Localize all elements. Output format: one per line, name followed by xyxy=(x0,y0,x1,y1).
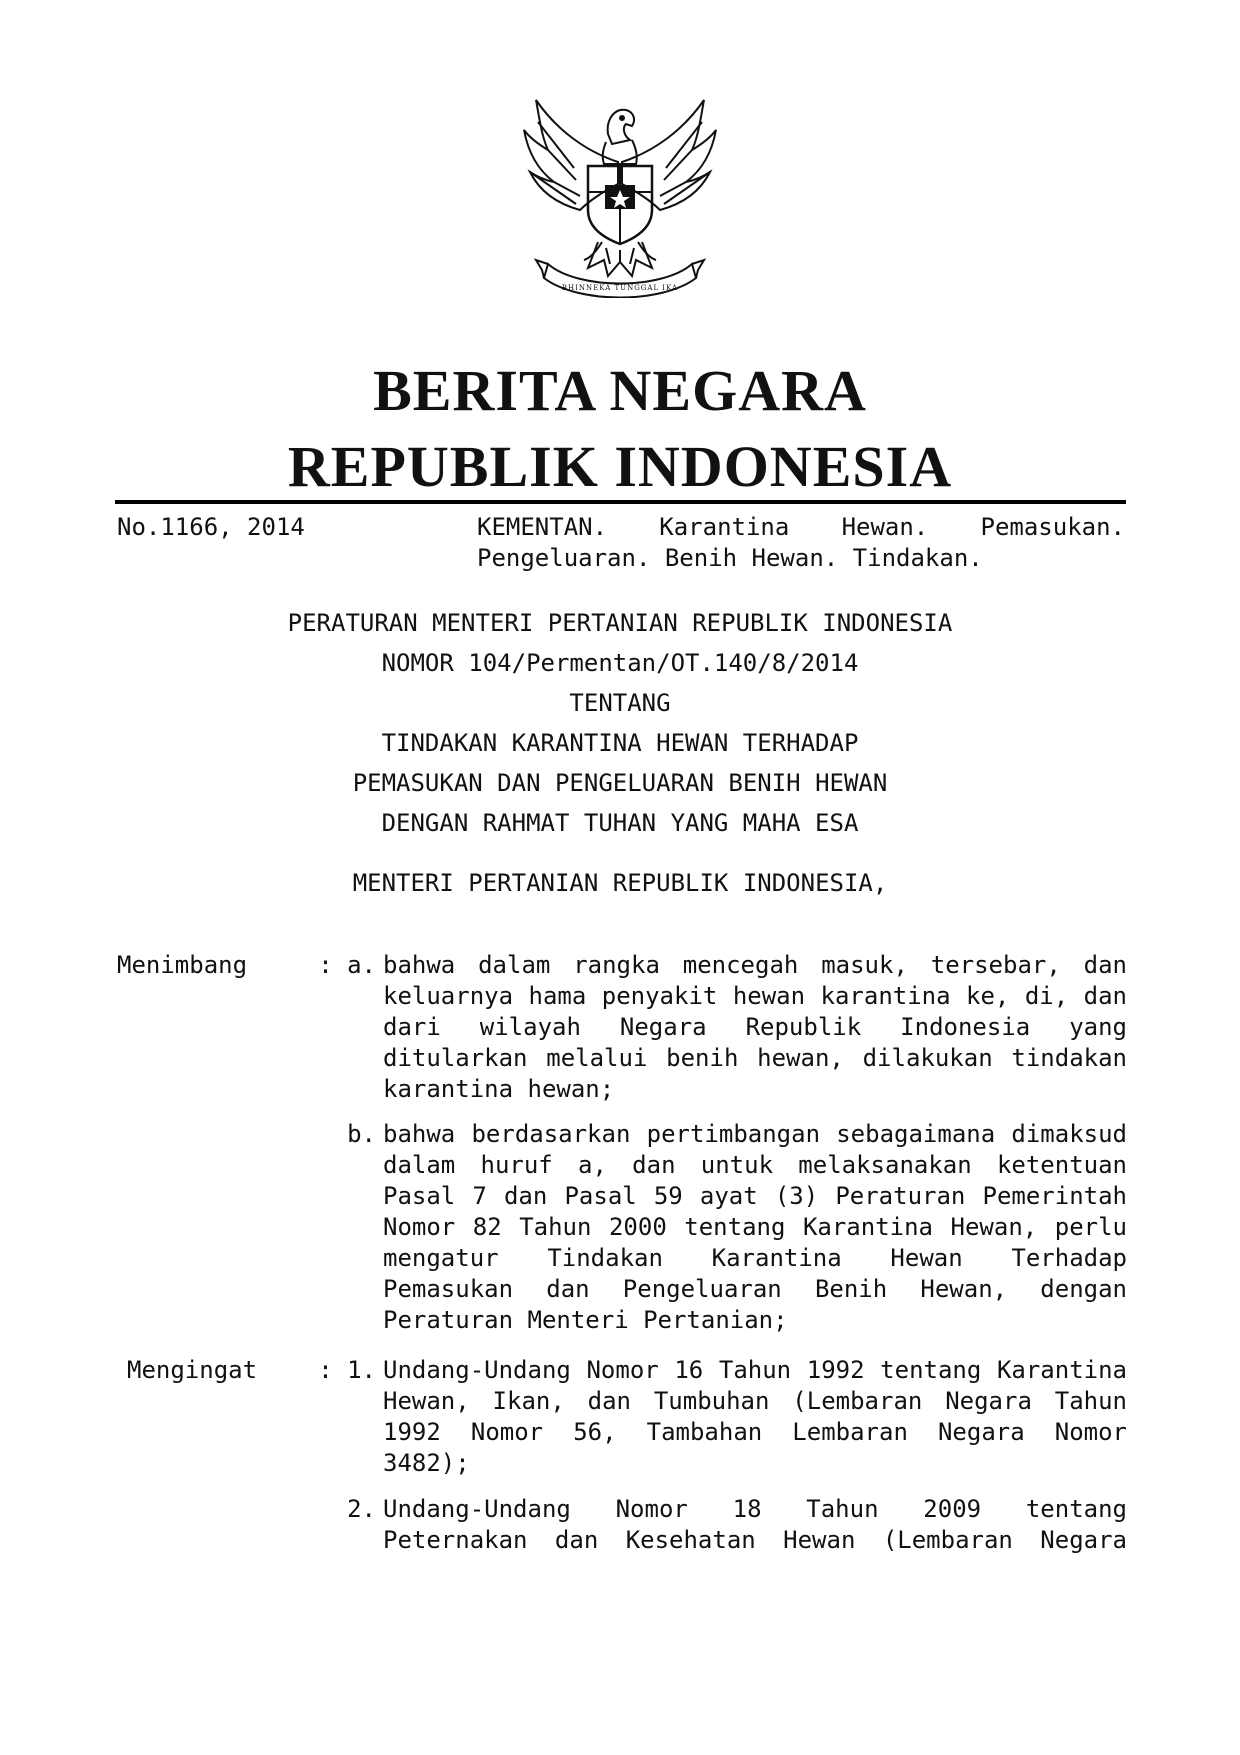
issuer-line: MENTERI PERTANIAN REPUBLIK INDONESIA, xyxy=(352,869,888,897)
list-marker: b. xyxy=(347,1120,376,1148)
menimbang-item-b: bahwa berdasarkan pertimbangan sebagaimana dimaksud dalam huruf a, dan untuk melaksanakan ketentuan Pasal 7 dan Pasal 59 ayat (3) Peraturan Pemerintah Nomor 82 Tahun 2000 tentang Karantina Hewan, perlu mengatur Tindakan Karantina Hewan Terhadap Pemasukan dan Pengeluaran Benih Hewan, dengan Peraturan Menteri Pertanian; xyxy=(383,1120,1127,1334)
mengingat-item-2: Undang-Undang Nomor 18 Tahun 2009 tentang Peternakan dan Kesehatan Hewan (Lembaran Negara xyxy=(383,1495,1127,1554)
masthead-title: BERITA NEGARA xyxy=(373,358,867,423)
mengingat-label: Mengingat xyxy=(127,1356,258,1384)
desc-word: Karantina xyxy=(659,513,790,541)
desc-word: Pemasukan. xyxy=(980,513,1125,541)
regulation-title: PERATURAN MENTERI PERTANIAN REPUBLIK INDONESIA xyxy=(287,609,953,637)
regulation-about: TENTANG xyxy=(569,689,671,717)
menimbang-label: Menimbang xyxy=(117,951,248,979)
menimbang-item-a: bahwa dalam rangka mencegah masuk, tersebar, dan keluarnya hama penyakit hewan karantina ke, di, dan dari wilayah Negara Republik Indonesia yang ditularkan melalui benih hewan, dilakukan tindakan karantina hewan; xyxy=(383,951,1127,1103)
masthead-subtitle: REPUBLIK INDONESIA xyxy=(287,434,953,499)
mengingat-item-1: Undang-Undang Nomor 16 Tahun 1992 tentang Karantina Hewan, Ikan, dan Tumbuhan (Lembaran Negara Tahun 1992 Nomor 56, Tambahan Lembaran Negara Nomor 3482); xyxy=(383,1356,1127,1477)
gazette-description-line2: Pengeluaran. Benih Hewan. Tindakan. xyxy=(477,544,983,572)
masthead-divider xyxy=(115,500,1126,504)
desc-word: Hewan. xyxy=(841,513,929,541)
svg-text:BHINNEKA TUNGGAL IKA: BHINNEKA TUNGGAL IKA xyxy=(561,284,679,292)
regulation-subject-line1: TINDAKAN KARANTINA HEWAN TERHADAP xyxy=(381,729,859,757)
garuda-emblem-icon xyxy=(518,92,722,298)
list-marker: : 1. xyxy=(318,1356,376,1384)
list-marker: : a. xyxy=(318,951,376,979)
gazette-description-line1 xyxy=(477,512,1125,543)
regulation-subject-line2: PEMASUKAN DAN PENGELUARAN BENIH HEWAN xyxy=(352,769,888,797)
gazette-number: No.1166, 2014 xyxy=(117,513,305,541)
regulation-number: NOMOR 104/Permentan/OT.140/8/2014 xyxy=(381,649,859,677)
desc-word: KEMENTAN. xyxy=(477,513,608,541)
blessing-line: DENGAN RAHMAT TUHAN YANG MAHA ESA xyxy=(381,809,859,837)
list-marker: 2. xyxy=(347,1495,376,1523)
